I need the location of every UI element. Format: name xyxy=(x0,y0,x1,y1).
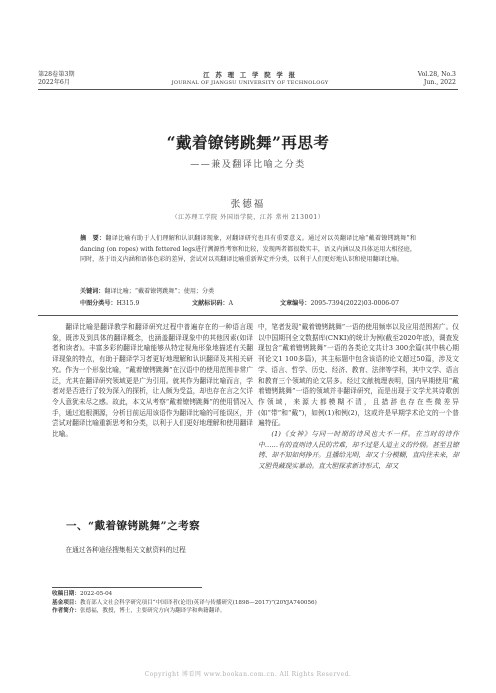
footnote-fund: 基金项目：教育部人文社会科学研究项目“中国译者(论语)英译与传播研究(1898—2017)”(20YJA740056) xyxy=(52,599,317,606)
clc-code: 中图分类号：H315.9 xyxy=(80,300,140,307)
header-divider xyxy=(38,89,458,90)
abstract-text: 翻译比喻有助于人们理解和认识翻译现象，对翻译研究也具有重要意义。通过对以英翻译比喻“戴着镣铐跳舞”和dancing (on ropes) with fettered legs进行溯源性考察和比较，发现两者都很数实丰，语义内涵以及具体运用大相径庭，同时，基于语义内涵和语体色彩的差异，尝试对以英翻译比喻重新界定并分类，以利于人们更好地认识和使用翻译比喻。 xyxy=(80,235,417,264)
abstract xyxy=(80,234,416,266)
document-code: 文献标识码：A xyxy=(192,300,233,307)
header-date-cn: 2022年6月 xyxy=(38,79,71,86)
body-left-column xyxy=(52,322,253,440)
abstract-label: 摘 要： xyxy=(80,235,106,242)
header-date-en: Jun., 2022 xyxy=(423,79,456,86)
article-id: 文章编号：2095-7394(2022)03-0006-07 xyxy=(280,300,399,307)
abstract-divider xyxy=(38,315,458,316)
intro-paragraph: 翻译比喻是翻译教学和翻译研究过程中普遍存在的一种语言现象，既涉及到具体的翻译概念，也涵盖翻译现象中的其他因素(如译者和读者)。丰富多彩的翻译比喻能够从特定视角形象地描述有关翻译现象的特点，有助于翻译学习者更好地理解和认识翻译及其相关研究。作为一个形象比喻，“戴着镣铐跳舞”在汉语中的使用范围非常广泛，尤其在翻译研究领域更是广为引用。就其作为翻译比喻而言，学者对是否进行了较为深入的探析，让人颇为受益，却也存在言之欠详令人意犹未尽之感。故此，本文从考察“戴着镣铐跳舞”的使用情况入手，通过追根溯源，分析目前运用该语作为翻译比喻的可能误区，并尝试对翻译比喻重新思考和分类，以利于人们更好地理解和使用翻译比喻。 xyxy=(52,323,253,439)
classification-line xyxy=(80,298,420,307)
header-volume-block xyxy=(38,71,75,87)
article-title: “戴着镣铐跳舞”再思考 xyxy=(166,133,330,152)
keywords-label: 关键词： xyxy=(80,288,105,295)
keywords-text: 翻译比喻；“戴着镣铐跳舞”；使用；分类 xyxy=(104,288,215,295)
footnote-divider xyxy=(52,587,202,588)
footnotes xyxy=(52,590,462,616)
header-volume-en-block xyxy=(418,71,456,87)
keywords xyxy=(80,287,416,297)
journal-name-en: JOURNAL OF JIANGSU UNIVERSITY OF TECHNOLOGY xyxy=(171,80,329,86)
header-volume-cn: 第28卷第3期 xyxy=(38,71,75,78)
section-paragraph-start: 在通过各种途径搜集相关文献资料的过程 xyxy=(65,546,186,554)
right-paragraph: 中，笔者发现“戴着镣铐跳舞”一语的使用频率以及应用范围甚广。仅以中国期刊全文数据库(CNKI)的统计为例(截至2020年底)，调查发现包含“戴着镣铐跳舞”一语的各类论文共计3 300余篇(其中核心期刊论文1 100多篇)，其主标题中包含该语的论文超过50篇，涉及文学、语言、哲学、历史、经济、教育、法律等学科，其中文学、语言和教育三个领域的论文居多。经过文献梳理表明，国内早期使用“戴着镣铐跳舞”一语的领域并非翻译研究，而是出现于文学尤其诗歌创作领域，来源大都模糊不清，且措辞也存在些微差异(如“带”和“戴”)，如例(1)和例(2)，这或许是早期学术论文的一个普遍特征。 xyxy=(258,323,459,428)
author-affiliation: （江苏理工学院 外国语学院，江苏 常州 213001） xyxy=(171,214,325,221)
journal-name-cn: 江 苏 理 工 学 院 学 报 xyxy=(203,71,297,79)
article-subtitle: ——兼及翻译比喻之分类 xyxy=(190,160,306,170)
header-volume-en: Vol.28, No.3 xyxy=(417,71,456,78)
footnote-received: 收稿日期：2022-05-04 xyxy=(52,591,113,597)
header-journal-block xyxy=(150,71,350,87)
body-right-column xyxy=(258,322,459,472)
example-quote: (1)《女神》与同一时期的诗风也大不一样。在当时的诗作中……有的直则诗人民的苦难，却不过是人道主义的怜悯。甚至且镣铐、却不知如何挣开。且播给光明，却又十分模糊，直向往未来，却又胆畏藏现实暴动。直大胆探求新诗形式，却又 xyxy=(258,430,459,471)
section-heading: 一、“戴着镣铐跳舞”之考察 xyxy=(66,520,201,532)
footnote-author: 作者简介：张德福，教授，博士，主要研究方向为翻译学和典籍翻译。 xyxy=(52,608,226,615)
article-author: 张德福 xyxy=(230,199,266,210)
copyright-watermark: Copyright 博看网 www.bookan.com.cn. All Rights Reserved. xyxy=(144,671,352,678)
